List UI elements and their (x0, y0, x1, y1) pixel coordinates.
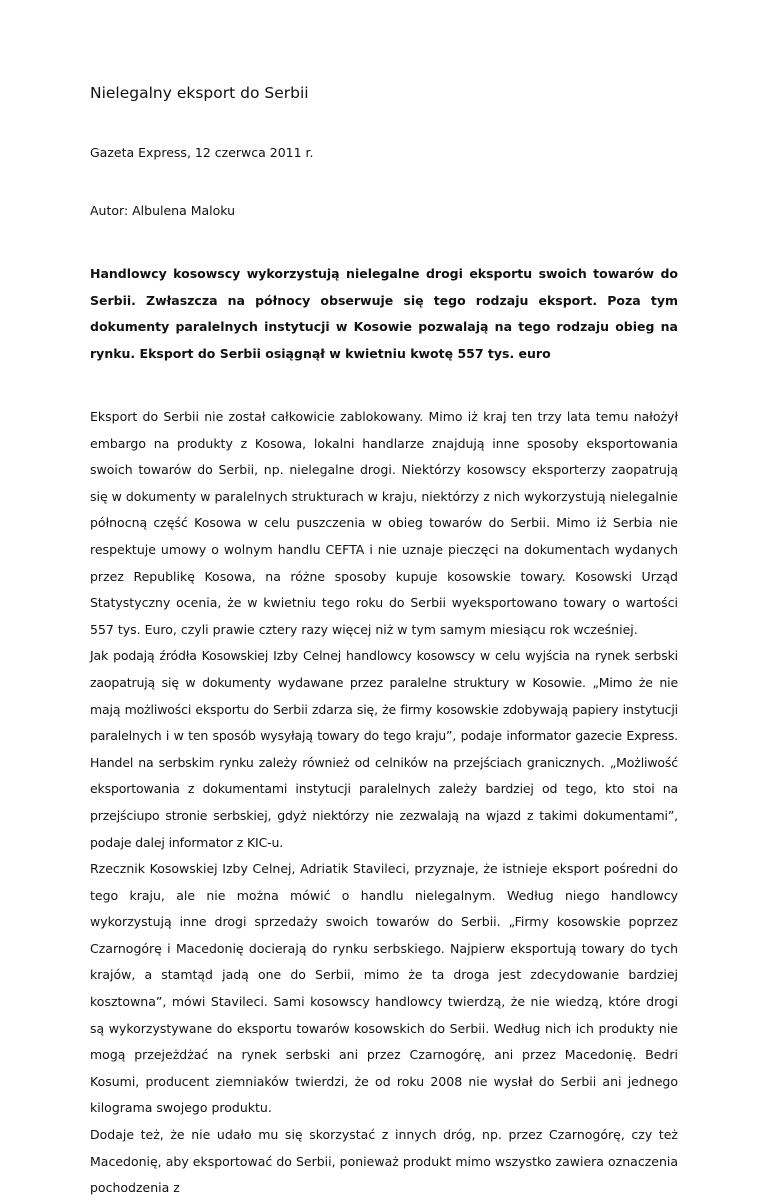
body-paragraph: Dodaje też, że nie udało mu się skorzystać z innych dróg, np. przez Czarnogórę, czy też Macedonię, aby eksportować do Serbii, ponieważ produkt mimo wszystko zawiera oznaczenia pochodzenia z (90, 1127, 678, 1196)
article-source: Gazeta Express, 12 czerwca 2011 r. (90, 145, 314, 160)
article-title: Nielegalny eksport do Serbii (90, 84, 309, 102)
body-paragraph: Rzecznik Kosowskiej Izby Celnej, Adriatik Stavileci, przyznaje, że istnieje eksport pośredni do tego kraju, ale nie można mówić o handlu nielegalnym. Według niego handlowcy wykorzystują inne drogi sprzedaży swoich towarów do Serbii. „Firmy kosowskie poprzez Czarnogórę i Macedonię docierają do rynku serbskiego. Najpierw eksportują towary do tych krajów, a stamtąd jadą one do Serbii, mimo że ta droga jest zdecydowanie bardziej kosztowna”, mówi Stavileci. Sami kosowscy handlowcy twierdzą, że nie wiedzą, które drogi są wykorzystywane do eksportu towarów kosowskich do Serbii. Według nich ich produkty nie mogą przejeżdżać na rynek serbski ani przez Czarnogórę, ani przez Macedonię. Bedri Kosumi, producent ziemniaków twierdzi, że od roku 2008 nie wysłał do Serbii ani jednego kilograma swojego produktu. (90, 861, 678, 1116)
body-paragraph: Eksport do Serbii nie został całkowicie zablokowany. Mimo iż kraj ten trzy lata temu nałożył embargo na produkty z Kosowa, lokalni handlarze znajdują inne sposoby eksportowania swoich towarów do Serbii, np. nielegalne drogi. Niektórzy kosowscy eksporterzy zaopatrują się w dokumenty w paralelnych strukturach w kraju, niektórzy z nich wykorzystują nielegalnie północną część Kosowa w celu puszczenia w obieg towarów do Serbii. Mimo iż Serbia nie respektuje umowy o wolnym handlu CEFTA i nie uznaje pieczęci na dokumentach wydanych przez Republikę Kosowa, na różne sposoby kupuje kosowskie towary. Kosowski Urząd Statystyczny ocenia, że w kwietniu tego roku do Serbii wyeksportowano towary o wartości 557 tys. Euro, czyli prawie cztery razy więcej niż w tym samym miesiącu rok wcześniej. (90, 409, 678, 637)
article-body (90, 404, 678, 1202)
body-paragraph: Jak podają źródła Kosowskiej Izby Celnej handlowcy kosowscy w celu wyjścia na rynek serbski zaopatrują się w dokumenty wydawane przez paralelne struktury w Kosowie. „Mimo że nie mają możliwości eksportu do Serbii zdarza się, że firmy kosowskie zdobywają papiery instytucji paralelnych i w ten sposób wysyłają towary do tego kraju”, podaje informator gazecie Express. Handel na serbskim rynku zależy również od celników na przejściach granicznych. „Możliwość eksportowania z dokumentami instytucji paralelnych zależy bardziej od tego, kto stoi na przejściupo stronie serbskiej, gdyż niektórzy nie zezwalają na wjazd z takimi dokumentami”, podaje dalej informator z KIC-u. (90, 648, 678, 850)
article-lead: Handlowcy kosowscy wykorzystują nielegalne drogi eksportu swoich towarów do Serbii. Zwłaszcza na północy obserwuje się tego rodzaju eksport. Poza tym dokumenty paralelnych instytucji w Kosowie pozwalają na tego rodzaju obieg na rynku. Eksport do Serbii osiągnął w kwietniu kwotę 557 tys. euro (90, 266, 678, 361)
article-author: Autor: Albulena Maloku (90, 203, 236, 218)
